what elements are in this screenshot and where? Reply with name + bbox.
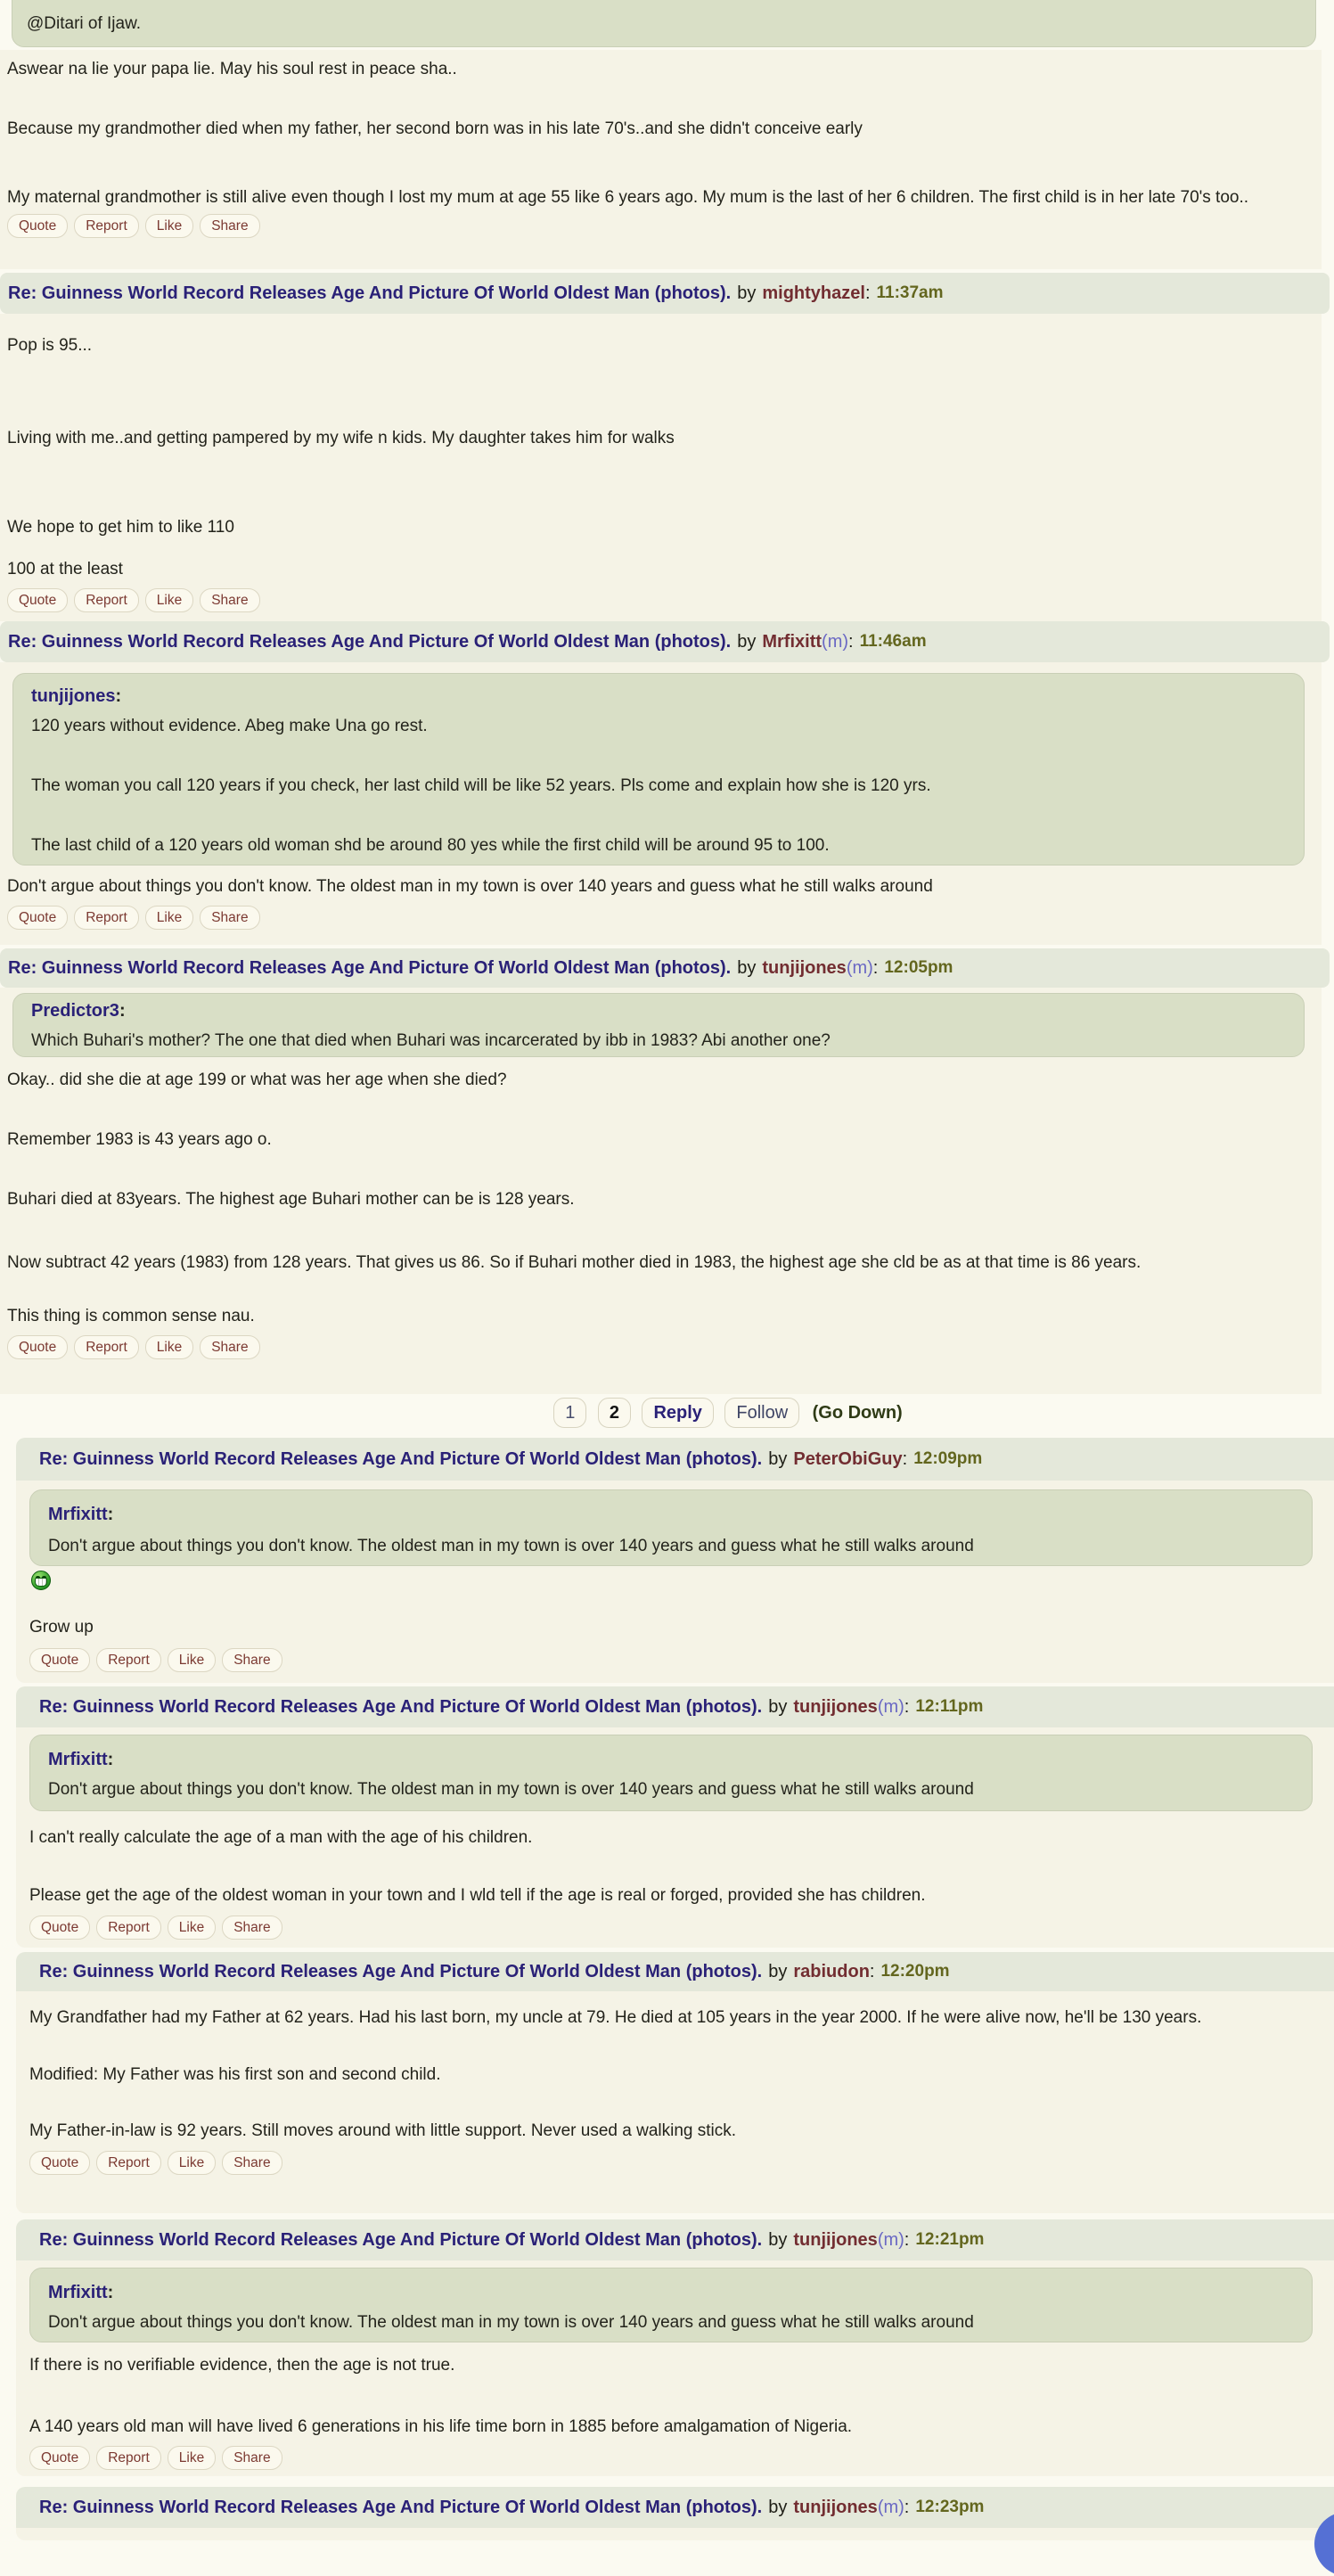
post-time: 11:46am (859, 632, 927, 651)
by-label: by (768, 2229, 788, 2250)
report-button[interactable]: Report (74, 1335, 139, 1359)
quoted-text (48, 1777, 1294, 1801)
paragraph: Grow up (29, 1618, 94, 1637)
follow-button[interactable]: Follow (724, 1398, 799, 1428)
report-button[interactable]: Report (96, 2446, 161, 2470)
post-time: 12:20pm (880, 1962, 950, 1981)
like-button[interactable]: Like (168, 2151, 216, 2175)
paragraph: Living with me..and getting pampered by my wife n kids. My daughter takes him for walks (7, 429, 675, 447)
like-button[interactable]: Like (168, 2446, 216, 2470)
quoted-author-link[interactable]: Mrfixitt (48, 1750, 108, 1769)
paragraph: Remember 1983 is 43 years ago o. (7, 1130, 272, 1149)
by-label: by (768, 1961, 788, 1981)
by-label: by (737, 631, 757, 652)
paragraph: Buhari died at 83years. The highest age Buhari mother can be is 128 years. (7, 1190, 575, 1209)
post-header (16, 2487, 1334, 2528)
post-actions (7, 906, 1322, 930)
quote-button[interactable]: Quote (29, 1648, 90, 1672)
author-link[interactable]: tunjijones (793, 2229, 878, 2250)
post-body (7, 1068, 1322, 1328)
post-title-link[interactable]: Re: Guinness World Record Releases Age And Picture Of World Oldest Man (photos). (39, 1961, 763, 1981)
go-down-link[interactable]: (Go Down) (812, 1403, 903, 1423)
author-link[interactable]: tunjijones (762, 957, 847, 978)
gender-tag: (m) (846, 957, 873, 978)
post-body-region (0, 50, 1322, 269)
report-button[interactable]: Report (74, 588, 139, 612)
post-actions (29, 1648, 1334, 1672)
post-body (29, 2353, 1334, 2439)
by-label: by (768, 1448, 788, 1469)
post-header (16, 1952, 1334, 1991)
post-title-link[interactable]: Re: Guinness World Record Releases Age And Picture Of World Oldest Man (photos). (8, 631, 732, 652)
post-header (16, 2219, 1334, 2260)
paragraph: Don't argue about things you don't know. The oldest man in my town is over 140 years and guess what he still walks around (48, 1780, 974, 1799)
quoted-text (48, 2310, 1294, 2334)
paragraph: A 140 years old man will have lived 6 generations in his life time born in 1885 before amalgamation of Nigeria. (29, 2417, 853, 2436)
reply-button[interactable]: Reply (642, 1398, 713, 1428)
share-button[interactable]: Share (222, 2151, 282, 2175)
post-body-region (0, 662, 1322, 945)
paragraph: Which Buhari's mother? The one that died when Buhari was incarcerated by ibb in 1983? Abi another one? (31, 1031, 831, 1050)
by-label: by (768, 2497, 788, 2517)
post-header (0, 273, 1330, 314)
paragraph: My Father-in-law is 92 years. Still moves around with little support. Never used a walking stick. (29, 2121, 737, 2140)
like-button[interactable]: Like (145, 1335, 193, 1359)
quoted-author-link[interactable]: Mrfixitt (48, 1505, 108, 1524)
share-button[interactable]: Share (222, 2446, 282, 2470)
colon: : (904, 2229, 910, 2250)
share-button[interactable]: Share (200, 1335, 259, 1359)
quote-button[interactable]: Quote (7, 906, 68, 930)
author-link[interactable]: Mrfixitt (762, 631, 822, 652)
colon: : (848, 631, 854, 652)
colon: : (904, 1696, 910, 1717)
colon: : (119, 1001, 126, 1021)
paragraph: Please get the age of the oldest woman in your town and I wld tell if the age is real or forged, provided she has children. (29, 1886, 926, 1905)
colon: : (115, 686, 122, 706)
post-time: 12:05pm (884, 958, 953, 977)
post-body (7, 874, 1322, 898)
post-title-link[interactable]: Re: Guinness World Record Releases Age And Picture Of World Oldest Man (photos). (39, 1696, 763, 1717)
post-body (29, 2002, 1334, 2143)
quoted-text (31, 714, 1286, 857)
paragraph: Because my grandmother died when my father, her second born was in his late 70's..and she didn't conceive early (7, 119, 863, 138)
author-link[interactable]: tunjijones (793, 2497, 878, 2517)
post-card (16, 1686, 1334, 1948)
like-button[interactable]: Like (145, 214, 193, 238)
post-actions (7, 214, 1322, 238)
post-title-link[interactable]: Re: Guinness World Record Releases Age And Picture Of World Oldest Man (photos). (8, 957, 732, 978)
post-header (16, 1686, 1334, 1727)
report-button[interactable]: Report (74, 906, 139, 930)
post-body-region (0, 988, 1322, 1394)
report-button[interactable]: Report (74, 214, 139, 238)
report-button[interactable]: Report (96, 1648, 161, 1672)
share-button[interactable]: Share (200, 588, 259, 612)
post-actions (7, 588, 1322, 612)
share-button[interactable]: Share (200, 906, 259, 930)
share-button[interactable]: Share (222, 1648, 282, 1672)
post-card (16, 2487, 1334, 2540)
post-time: 12:09pm (913, 1449, 983, 1468)
post-card (16, 1952, 1334, 2213)
paragraph: Don't argue about things you don't know. The oldest man in my town is over 140 years and guess what he still walks around (48, 1537, 974, 1555)
post-body-region (16, 1727, 1334, 1940)
quote-button[interactable]: Quote (29, 1916, 90, 1940)
paragraph: I can't really calculate the age of a man with the age of his children. (29, 1828, 533, 1847)
paragraph: Okay.. did she die at age 199 or what was her age when she died? (7, 1071, 507, 1089)
post-time: 11:37am (876, 283, 944, 302)
post-header (0, 948, 1330, 988)
pagination (0, 1398, 1334, 1428)
colon: : (902, 1448, 908, 1469)
report-button[interactable]: Report (96, 2151, 161, 2175)
post-title-link[interactable]: Re: Guinness World Record Releases Age And Picture Of World Oldest Man (photos). (39, 2497, 763, 2517)
share-button[interactable]: Share (200, 214, 259, 238)
author-link[interactable]: PeterObiGuy (793, 1448, 903, 1469)
quote-button[interactable]: Quote (29, 2151, 90, 2175)
quote-button[interactable]: Quote (7, 214, 68, 238)
post-header (0, 621, 1330, 662)
quote-button[interactable]: Quote (7, 1335, 68, 1359)
post-actions (29, 1916, 1334, 1940)
post-title-link[interactable]: Re: Guinness World Record Releases Age And Picture Of World Oldest Man (photos). (39, 2229, 763, 2250)
paragraph: This thing is common sense nau. (7, 1307, 255, 1325)
paragraph: Modified: My Father was his first son and second child. (29, 2065, 441, 2084)
quoted-author-link[interactable]: Mrfixitt (48, 2283, 108, 2302)
share-button[interactable]: Share (222, 1916, 282, 1940)
paragraph: Don't argue about things you don't know. The oldest man in my town is over 140 years and guess what he still walks around (48, 2313, 974, 2332)
paragraph: We hope to get him to like 110 (7, 518, 234, 537)
quote-block (29, 1489, 1313, 1566)
post-time: 12:21pm (915, 2230, 985, 2249)
author-link[interactable]: tunjijones (793, 1696, 878, 1717)
post-actions (29, 2446, 1334, 2470)
post-body (29, 1615, 1334, 1639)
colon: : (107, 2283, 114, 2302)
colon: : (904, 2497, 910, 2517)
like-button[interactable]: Like (145, 588, 193, 612)
paragraph: Pop is 95... (7, 336, 93, 355)
quote-block (12, 993, 1305, 1057)
like-button[interactable]: Like (168, 1648, 216, 1672)
paragraph: My maternal grandmother is still alive even though I lost my mum at age 55 like 6 years ago. My mum is the last of her 6 children. The first child is in her late 70's too.. (7, 188, 1249, 207)
post-actions (7, 1335, 1322, 1359)
paragraph: The woman you call 120 years if you check, her last child will be like 52 years. Pls come and explain how she is 120 yrs. (31, 776, 931, 795)
post-title-link[interactable]: Re: Guinness World Record Releases Age And Picture Of World Oldest Man (photos). (8, 283, 732, 303)
quote-button[interactable]: Quote (29, 2446, 90, 2470)
quote-button[interactable]: Quote (7, 588, 68, 612)
quoted-text (31, 1029, 1286, 1053)
quote-block (29, 2268, 1313, 2342)
quoted-text: @Ditari of Ijaw. (27, 14, 142, 33)
post-time: 12:23pm (915, 2498, 985, 2516)
author-link[interactable]: mightyhazel (762, 283, 865, 303)
post-body-region (0, 314, 1322, 621)
post-body (7, 50, 1322, 214)
post-body-region (16, 2260, 1334, 2470)
post-body (7, 314, 1322, 581)
page-2-current: 2 (598, 1398, 631, 1428)
gender-tag: (m) (877, 2229, 904, 2250)
quoted-author-link[interactable]: Predictor3 (31, 1001, 119, 1021)
like-button[interactable]: Like (145, 906, 193, 930)
gender-tag: (m) (877, 2497, 904, 2517)
page-1-link[interactable]: 1 (553, 1398, 586, 1428)
gender-tag: (m) (877, 1696, 904, 1717)
colon: : (864, 283, 871, 303)
post-actions (29, 2151, 1334, 2175)
colon: : (107, 1750, 114, 1769)
like-button[interactable]: Like (168, 1916, 216, 1940)
post-body-region (16, 1481, 1334, 1672)
quoted-text (48, 1534, 1294, 1558)
post-card (16, 2219, 1334, 2476)
colon: : (107, 1505, 114, 1524)
post-title-link[interactable]: Re: Guinness World Record Releases Age And Picture Of World Oldest Man (photos). (39, 1448, 763, 1469)
author-link[interactable]: rabiudon (793, 1961, 870, 1981)
paragraph: My Grandfather had my Father at 62 years. Had his last born, my uncle at 79. He died at 105 years in the year 2000. If he were alive now, he'll be 130 years. (29, 2008, 1202, 2027)
quoted-author-link[interactable]: tunjijones (31, 686, 116, 706)
post-body-region (16, 1991, 1334, 2175)
colon: : (872, 957, 879, 978)
by-label: by (737, 957, 757, 978)
post-header (16, 1438, 1334, 1481)
paragraph: Don't argue about things you don't know. The oldest man in my town is over 140 years and guess what he still walks around (7, 877, 933, 896)
gender-tag: (m) (822, 631, 849, 652)
paragraph: Now subtract 42 years (1983) from 128 years. That gives us 86. So if Buhari mother died in 1983, the highest age she cld be as at that time is 86 years. (7, 1253, 1142, 1272)
quote-block (12, 0, 1316, 47)
paragraph: 100 at the least (7, 560, 123, 578)
post-card (16, 1438, 1334, 1683)
paragraph: The last child of a 120 years old woman shd be around 80 yes while the first child will be around 95 to 100. (31, 836, 830, 855)
paragraph: Aswear na lie your papa lie. May his soul rest in peace sha.. (7, 60, 457, 78)
report-button[interactable]: Report (96, 1916, 161, 1940)
by-label: by (768, 1696, 788, 1717)
quote-block (29, 1735, 1313, 1811)
paragraph: 120 years without evidence. Abeg make Una go rest. (31, 717, 428, 735)
post-body (29, 1825, 1334, 1907)
paragraph: If there is no verifiable evidence, then the age is not true. (29, 2356, 455, 2375)
quote-block (12, 673, 1305, 866)
grin-emoji (31, 1571, 51, 1590)
by-label: by (737, 283, 757, 303)
colon: : (869, 1961, 875, 1981)
post-time: 12:11pm (915, 1697, 984, 1716)
